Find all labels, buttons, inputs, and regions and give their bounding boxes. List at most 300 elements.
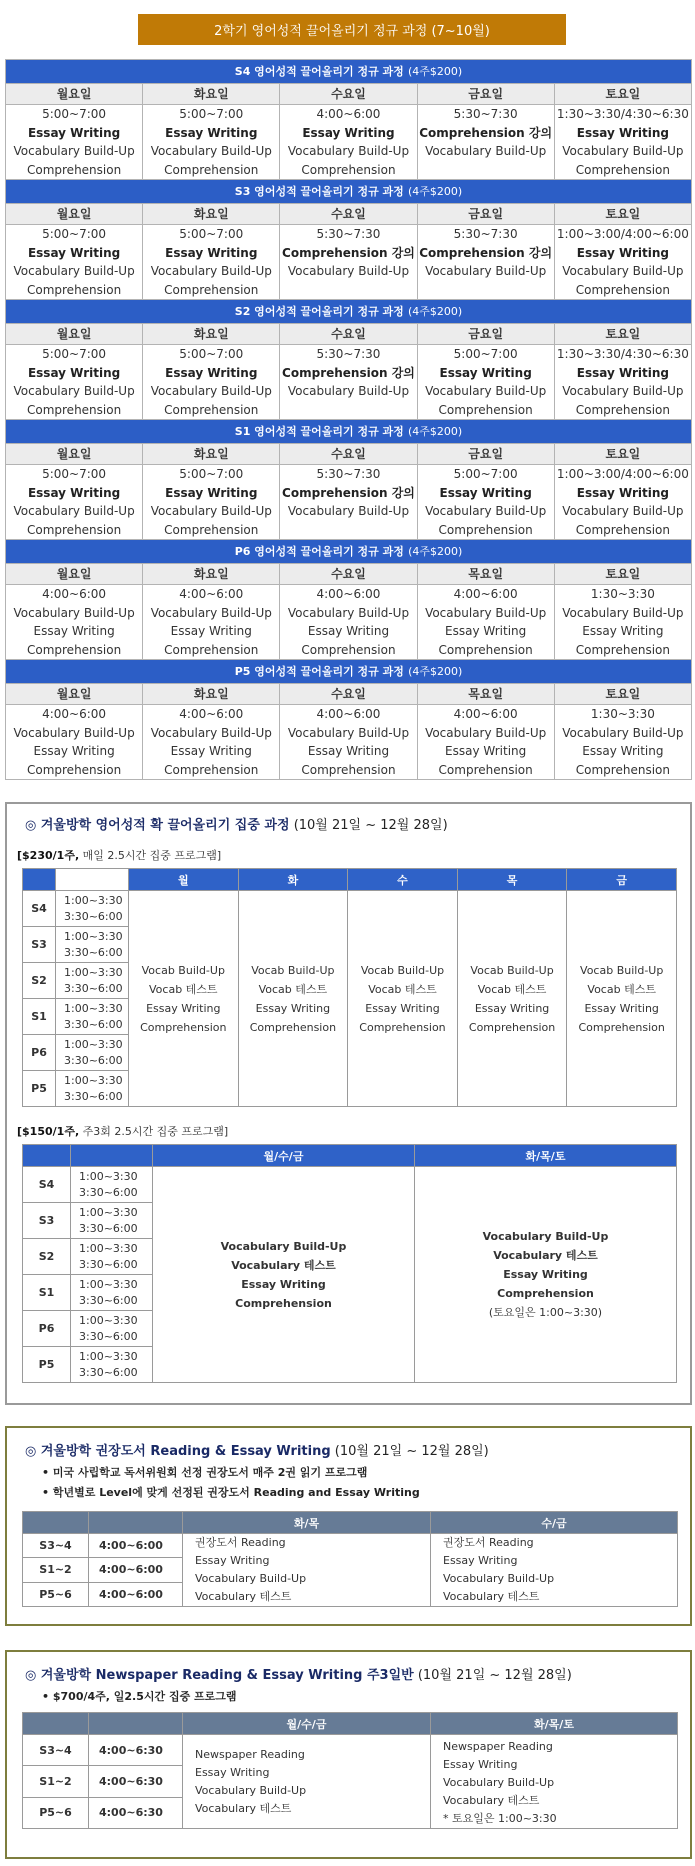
schedule-cell-line xyxy=(6,521,143,540)
schedule-item: 5:00~7:00 xyxy=(453,347,518,361)
schedule-item: Comprehension xyxy=(26,402,122,417)
saturday-note: (토요일은 1:00~3:30) xyxy=(488,1306,603,1319)
content-line: Essay Writing xyxy=(146,1001,221,1015)
schedule-item: 4:00~6:00 xyxy=(316,107,381,121)
schedule-cell-line xyxy=(6,345,143,364)
weekday-header: 금 xyxy=(567,869,677,891)
schedule-cell-line xyxy=(554,281,691,300)
schedule-cell-line xyxy=(143,521,280,540)
time-cell xyxy=(56,891,129,927)
schedule-cell-line xyxy=(554,225,691,244)
day-header-row xyxy=(6,444,692,465)
grade-price: (4주$200) xyxy=(408,545,463,558)
content-line: Comprehension xyxy=(497,1287,594,1300)
schedule-item: 4:00~6:00 xyxy=(316,707,381,721)
schedule-item: 1:30~3:30/4:30~6:30 xyxy=(556,107,689,121)
grade-header-row xyxy=(6,660,692,684)
schedule-cell-line xyxy=(280,161,417,180)
schedule-item: 4:00~6:00 xyxy=(453,587,518,601)
grade-header xyxy=(6,660,692,684)
day-header: 토요일 xyxy=(554,444,691,465)
content-line: Vocab Build-Up xyxy=(141,963,225,977)
schedule-cell-line xyxy=(6,262,143,281)
level-cell: S1~2 xyxy=(23,1558,89,1582)
schedule-line-row xyxy=(6,724,692,743)
content-line: Essay Writing xyxy=(474,1001,550,1015)
schedule-item: 5:30~7:30 xyxy=(453,227,518,241)
reading-table xyxy=(22,1511,678,1607)
schedule-cell-line xyxy=(280,401,417,420)
grade-header-row xyxy=(6,300,692,324)
content-line: Vocabulary 테스트 xyxy=(195,1590,292,1603)
content-line: Vocabulary 테스트 xyxy=(443,1590,540,1603)
schedule-cell-line xyxy=(6,124,143,143)
schedule-item: Vocabulary Build-Up xyxy=(562,504,684,518)
schedule-line-row xyxy=(6,382,692,401)
content-line: Vocab 테스트 xyxy=(587,982,656,996)
time-cell xyxy=(56,1071,129,1107)
level-row xyxy=(23,1735,678,1766)
day-header: 화요일 xyxy=(143,84,280,105)
day-header: 화요일 xyxy=(143,684,280,705)
level-cell: S4 xyxy=(23,891,56,927)
schedule-cell-line xyxy=(6,622,143,641)
schedule-cell-line xyxy=(6,585,143,604)
schedule-item: 1:00~3:00/4:00~6:00 xyxy=(556,227,689,241)
schedule-item: 5:00~7:00 xyxy=(42,467,107,481)
schedule-cell-line xyxy=(6,761,143,780)
time-slot: 1:00~3:30 xyxy=(79,1241,138,1255)
schedule-cell-line xyxy=(143,604,280,623)
schedule-line-row xyxy=(6,124,692,143)
time-slot: 1:00~3:30 xyxy=(79,1205,138,1219)
level-row xyxy=(23,1534,678,1558)
schedule-item: Vocabulary Build-Up xyxy=(425,504,547,518)
schedule-line-row xyxy=(6,484,692,503)
grade-header-row xyxy=(6,180,692,204)
schedule-line-row xyxy=(6,262,692,281)
schedule-item: Essay Writing xyxy=(307,624,390,638)
time-slot: 1:00~3:30 xyxy=(79,1349,138,1363)
schedule-cell-line xyxy=(280,262,417,281)
schedule-cell-line xyxy=(143,724,280,743)
schedule-cell-line xyxy=(6,742,143,761)
time-slot: 3:30~6:00 xyxy=(79,1329,138,1343)
schedule-cell-line xyxy=(417,401,554,420)
content-line: Vocabulary 테스트 xyxy=(493,1249,598,1262)
schedule-cell-line xyxy=(417,622,554,641)
day-header: 월요일 xyxy=(6,684,143,705)
schedule-item: 1:30~3:30 xyxy=(590,707,655,721)
time-cell xyxy=(71,1203,153,1239)
schedule-line-row xyxy=(6,641,692,660)
schedule-cell-line xyxy=(554,161,691,180)
time-header xyxy=(71,1145,153,1167)
schedule-cell-line xyxy=(417,761,554,780)
schedule-item: Vocabulary Build-Up xyxy=(13,264,135,278)
grade-price: (4주$200) xyxy=(408,425,463,438)
schedule-item: Vocabulary Build-Up xyxy=(150,264,272,278)
schedule-cell-line xyxy=(417,585,554,604)
schedule-item: Essay Writing xyxy=(582,624,664,638)
daily-content-cell xyxy=(348,891,458,1107)
schedule-cell-line xyxy=(554,345,691,364)
time-cell xyxy=(71,1311,153,1347)
time-cell: 4:00~6:00 xyxy=(89,1558,183,1582)
daily-level-row xyxy=(23,891,677,927)
schedule-cell-line xyxy=(143,401,280,420)
day-header: 월요일 xyxy=(6,324,143,345)
schedule-item: Comprehension 강의 xyxy=(282,485,415,500)
schedule-line-row xyxy=(6,742,692,761)
schedule-item: Essay Writing xyxy=(307,744,390,758)
content-line: Essay Writing xyxy=(443,1554,518,1567)
content-line: Vocab Build-Up xyxy=(360,963,445,977)
day-header: 화요일 xyxy=(143,564,280,585)
day-header: 토요일 xyxy=(554,564,691,585)
content-line: Vocabulary Build-Up xyxy=(482,1230,609,1243)
schedule-cell-line xyxy=(554,742,691,761)
content-line: 권장도서 Reading xyxy=(195,1536,286,1549)
daily-content-cell xyxy=(238,891,348,1107)
day-header: 월요일 xyxy=(6,204,143,225)
reading-bullet-2: • 학년별로 Level에 맞게 선정된 권장도서 Reading and Essay Writing xyxy=(42,1486,420,1499)
schedule-cell-line xyxy=(280,105,417,124)
schedule-item: Essay Writing xyxy=(165,125,258,140)
schedule-cell-line xyxy=(554,382,691,401)
schedule-item: Comprehension xyxy=(164,282,259,297)
schedule-item: Essay Writing xyxy=(576,365,669,380)
content-line: Vocabulary 테스트 xyxy=(443,1794,540,1807)
day-header: 수요일 xyxy=(280,84,417,105)
schedule-line-row xyxy=(6,705,692,724)
day-header: 목요일 xyxy=(417,564,554,585)
daily-content-cell xyxy=(567,891,677,1107)
time-cell xyxy=(56,927,129,963)
level-cell: P6 xyxy=(23,1311,71,1347)
level-cell: S2 xyxy=(23,963,56,999)
regular-schedule-table xyxy=(5,59,692,780)
schedule-item: Vocabulary Build-Up xyxy=(425,605,547,620)
schedule-item: 1:30~3:30/4:30~6:30 xyxy=(556,347,689,361)
schedule-item: Vocabulary Build-Up xyxy=(13,725,135,740)
schedule-cell-line xyxy=(143,105,280,124)
day-header: 화요일 xyxy=(143,444,280,465)
winter-intensive-heading: ◎ 겨울방학 영어성적 확 끌어올리기 집중 과정 (10월 21일 ~ 12월 28일) xyxy=(25,818,448,833)
schedule-item: 5:00~7:00 xyxy=(179,347,244,361)
schedule-item: Comprehension xyxy=(575,162,670,177)
schedule-item: Essay Writing xyxy=(33,624,115,638)
day-header: 금요일 xyxy=(417,204,554,225)
schedule-cell-line xyxy=(143,502,280,521)
schedule-item: Essay Writing xyxy=(165,485,258,500)
schedule-item: Essay Writing xyxy=(576,245,669,260)
schedule-item: Comprehension xyxy=(575,282,670,297)
schedule-cell-line xyxy=(280,364,417,383)
schedule-cell-line xyxy=(143,345,280,364)
schedule-item: 4:00~6:00 xyxy=(42,707,107,721)
schedule-item: 5:30~7:30 xyxy=(316,467,381,481)
content-line: Vocabulary Build-Up xyxy=(443,1776,555,1789)
schedule-cell-line xyxy=(6,382,143,401)
schedule-item: Comprehension xyxy=(301,162,396,177)
schedule-cell-line xyxy=(143,585,280,604)
time-slot: 3:30~6:00 xyxy=(64,909,123,923)
grade-header xyxy=(6,60,692,84)
schedule-cell-line xyxy=(143,484,280,503)
schedule-cell-line xyxy=(554,521,691,540)
grade-header xyxy=(6,180,692,204)
time-cell: 4:00~6:30 xyxy=(89,1797,183,1828)
time-slot: 3:30~6:00 xyxy=(64,1017,123,1031)
schedule-cell-line xyxy=(6,401,143,420)
three-day-program-note: [$150/1주, 주3회 2.5시간 집중 프로그램] xyxy=(17,1125,229,1138)
schedule-item: Vocabulary Build-Up xyxy=(13,605,135,620)
time-cell: 4:00~6:00 xyxy=(89,1534,183,1558)
schedule-cell-line xyxy=(554,364,691,383)
weekday-header: 화 xyxy=(238,869,348,891)
schedule-line-row xyxy=(6,364,692,383)
day-header: 수요일 xyxy=(280,324,417,345)
schedule-item: Vocabulary Build-Up xyxy=(13,384,135,398)
day-header: 수요일 xyxy=(280,444,417,465)
content-line: Vocabulary Build-Up xyxy=(195,1572,307,1585)
content-line: Comprehension xyxy=(578,1020,665,1034)
days-header: 월/수/금 xyxy=(183,1713,431,1735)
schedule-item: Essay Writing xyxy=(439,365,532,380)
days-header: 화/목 xyxy=(183,1512,431,1534)
schedule-item: Comprehension xyxy=(575,522,670,537)
schedule-line-row xyxy=(6,161,692,180)
level-header xyxy=(23,1512,89,1534)
schedule-cell-line xyxy=(143,705,280,724)
schedule-cell-line xyxy=(280,225,417,244)
schedule-item: Vocabulary Build-Up xyxy=(287,605,410,620)
schedule-item: Essay Writing xyxy=(27,485,121,500)
grade-header-row xyxy=(6,420,692,444)
content-cell xyxy=(183,1735,431,1829)
time-slot: 1:00~3:30 xyxy=(79,1313,138,1327)
schedule-cell-line xyxy=(417,281,554,300)
schedule-cell-line xyxy=(554,484,691,503)
content-line: Newspaper Reading xyxy=(443,1740,553,1753)
time-cell xyxy=(56,999,129,1035)
schedule-cell-line xyxy=(417,124,554,143)
schedule-line-row xyxy=(6,281,692,300)
grade-title: S1 영어성적 끌어올리기 정규 과정 xyxy=(234,425,404,438)
schedule-cell-line xyxy=(143,465,280,484)
content-line: Comprehension xyxy=(140,1020,227,1034)
schedule-cell-line xyxy=(417,724,554,743)
schedule-cell-line xyxy=(280,742,417,761)
day-header: 월요일 xyxy=(6,564,143,585)
schedule-cell-line xyxy=(417,142,554,161)
time-slot: 3:30~6:00 xyxy=(79,1257,138,1271)
content-line: Newspaper Reading xyxy=(195,1747,305,1761)
schedule-item: Vocabulary Build-Up xyxy=(287,264,410,278)
schedule-cell-line xyxy=(280,521,417,540)
day-header: 토요일 xyxy=(554,84,691,105)
time-cell xyxy=(71,1239,153,1275)
schedule-cell-line xyxy=(6,641,143,660)
schedule-cell-line xyxy=(6,225,143,244)
schedule-item: 5:00~7:00 xyxy=(179,227,244,241)
schedule-cell-line xyxy=(417,105,554,124)
schedule-cell-line xyxy=(143,142,280,161)
schedule-cell-line xyxy=(554,585,691,604)
schedule-cell-line xyxy=(554,604,691,623)
schedule-cell-line xyxy=(417,742,554,761)
day-header: 금요일 xyxy=(417,84,554,105)
schedule-cell-line xyxy=(143,382,280,401)
grade-title: S2 영어성적 끌어올리기 정규 과정 xyxy=(234,305,404,318)
days-header: 화/목/토 xyxy=(431,1713,678,1735)
time-slot: 3:30~6:00 xyxy=(79,1221,138,1235)
content-line: Vocab 테스트 xyxy=(258,982,328,996)
time-header xyxy=(56,869,129,891)
content-line: Comprehension xyxy=(235,1296,332,1310)
content-line: Essay Writing xyxy=(443,1758,518,1771)
schedule-item: Vocabulary Build-Up xyxy=(287,384,410,398)
schedule-item: Essay Writing xyxy=(170,624,252,638)
three-day-program-table xyxy=(22,1144,677,1383)
schedule-item: Vocabulary Build-Up xyxy=(287,144,410,158)
schedule-cell-line xyxy=(280,604,417,623)
day-header: 토요일 xyxy=(554,324,691,345)
schedule-cell-line xyxy=(417,705,554,724)
schedule-cell-line xyxy=(417,345,554,364)
time-slot: 1:00~3:30 xyxy=(64,1073,123,1087)
level-cell: S1~2 xyxy=(23,1766,89,1797)
schedule-item: 5:30~7:30 xyxy=(316,227,381,241)
day-header: 수요일 xyxy=(280,204,417,225)
schedule-cell-line xyxy=(417,521,554,540)
day-header-row xyxy=(6,324,692,345)
weekday-header: 수 xyxy=(348,869,458,891)
time-slot: 1:00~3:30 xyxy=(64,893,123,907)
schedule-cell-line xyxy=(554,622,691,641)
level-header xyxy=(23,869,56,891)
schedule-cell-line xyxy=(143,742,280,761)
content-line: Comprehension xyxy=(359,1020,446,1034)
time-slot: 1:00~3:30 xyxy=(64,1037,123,1051)
time-header xyxy=(89,1713,183,1735)
schedule-item: Vocabulary Build-Up xyxy=(562,725,684,740)
schedule-cell-line xyxy=(280,244,417,263)
daily-program-note: [$230/1주, 매일 2.5시간 집중 프로그램] xyxy=(17,849,222,862)
level-cell: P5~6 xyxy=(23,1797,89,1828)
schedule-cell-line xyxy=(554,142,691,161)
schedule-cell-line xyxy=(554,465,691,484)
schedule-item: Comprehension xyxy=(26,162,122,177)
schedule-cell-line xyxy=(143,262,280,281)
schedule-cell-line xyxy=(143,124,280,143)
grade-price: (4주$200) xyxy=(408,185,463,198)
content-line: Comprehension xyxy=(468,1020,556,1034)
schedule-cell-line xyxy=(280,641,417,660)
schedule-cell-line xyxy=(6,281,143,300)
content-line: Comprehension xyxy=(249,1020,337,1034)
time-cell xyxy=(71,1167,153,1203)
schedule-cell-line xyxy=(6,142,143,161)
schedule-cell-line xyxy=(417,225,554,244)
schedule-line-row xyxy=(6,585,692,604)
time-cell xyxy=(71,1275,153,1311)
schedule-cell-line xyxy=(143,161,280,180)
schedule-cell-line xyxy=(6,502,143,521)
schedule-cell-line xyxy=(143,281,280,300)
schedule-cell-line xyxy=(554,401,691,420)
schedule-line-row xyxy=(6,225,692,244)
schedule-cell-line xyxy=(143,364,280,383)
schedule-cell-line xyxy=(417,161,554,180)
schedule-item: Comprehension xyxy=(438,642,533,657)
header-row xyxy=(23,1512,678,1534)
schedule-cell-line xyxy=(280,142,417,161)
level-cell: S1 xyxy=(23,1275,71,1311)
level-cell: S3~4 xyxy=(23,1735,89,1766)
schedule-cell-line xyxy=(417,604,554,623)
time-slot: 3:30~6:00 xyxy=(64,1053,123,1067)
schedule-item: Vocabulary Build-Up xyxy=(562,144,684,158)
level-cell: P5~6 xyxy=(23,1582,89,1606)
grade-title: S4 영어성적 끌어올리기 정규 과정 xyxy=(234,65,404,78)
schedule-item: Comprehension xyxy=(575,762,670,777)
schedule-cell-line xyxy=(280,124,417,143)
content-line: Essay Writing xyxy=(365,1001,440,1015)
schedule-item: Vocabulary Build-Up xyxy=(562,384,684,398)
schedule-line-row xyxy=(6,604,692,623)
time-slot: 1:00~3:30 xyxy=(79,1169,138,1183)
schedule-item: Comprehension xyxy=(26,642,122,657)
daily-content-cell xyxy=(129,891,239,1107)
schedule-cell-line xyxy=(280,281,417,300)
daily-program-table xyxy=(22,868,677,1107)
level-cell: P5 xyxy=(23,1347,71,1383)
schedule-item: Essay Writing xyxy=(27,125,121,140)
time-slot: 3:30~6:00 xyxy=(64,1089,123,1103)
schedule-item: 5:00~7:00 xyxy=(453,467,518,481)
day-header: 금요일 xyxy=(417,444,554,465)
content-line: Essay Writing xyxy=(584,1001,659,1015)
schedule-line-row xyxy=(6,521,692,540)
schedule-line-row xyxy=(6,401,692,420)
schedule-cell-line xyxy=(280,724,417,743)
time-cell xyxy=(71,1347,153,1383)
schedule-cell-line xyxy=(417,484,554,503)
schedule-item: Comprehension 강의 xyxy=(282,365,415,380)
schedule-item: Comprehension xyxy=(438,762,533,777)
time-cell xyxy=(56,1035,129,1071)
content-line: Vocab Build-Up xyxy=(251,963,335,977)
schedule-cell-line xyxy=(417,465,554,484)
reading-bullet-1: • 미국 사립학교 독서위원회 선정 권장도서 매주 2권 읽기 프로그램 xyxy=(42,1466,368,1479)
schedule-item: Vocabulary Build-Up xyxy=(562,264,684,278)
schedule-item: Essay Writing xyxy=(445,624,527,638)
content-line: Vocab Build-Up xyxy=(580,963,664,977)
content-cell xyxy=(183,1534,431,1607)
content-line: Essay Writing xyxy=(195,1765,270,1779)
schedule-item: 5:00~7:00 xyxy=(179,107,244,121)
day-header: 수요일 xyxy=(280,564,417,585)
day-header: 토요일 xyxy=(554,204,691,225)
schedule-cell-line xyxy=(554,502,691,521)
schedule-cell-line xyxy=(417,502,554,521)
content-line: Essay Writing xyxy=(503,1268,588,1281)
content-cell xyxy=(431,1735,678,1829)
schedule-cell-line xyxy=(143,761,280,780)
schedule-item: Essay Writing xyxy=(582,744,664,758)
